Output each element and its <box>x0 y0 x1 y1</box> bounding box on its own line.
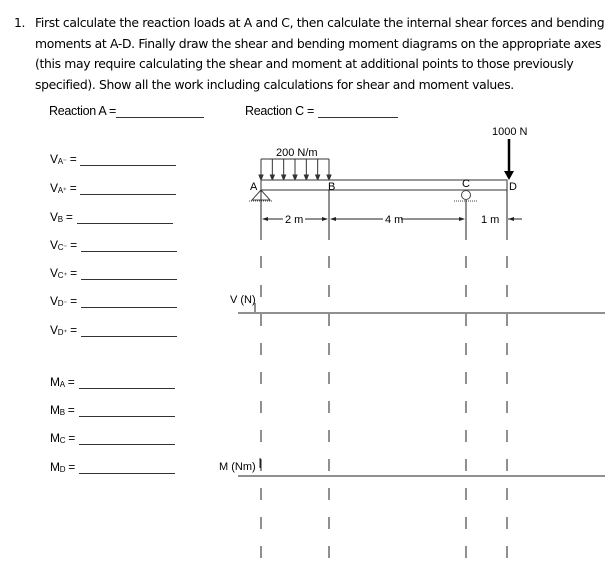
field-label-subscript: A <box>59 380 65 389</box>
point-b-label: B <box>328 181 336 193</box>
field-label-subscript: D <box>59 465 66 474</box>
field-label-subscript: C <box>59 436 66 445</box>
field-label-base: V <box>50 181 58 195</box>
field-label-equals: = <box>65 210 73 224</box>
field-label-equals: = <box>67 403 75 417</box>
field-label-equals: = <box>70 238 77 252</box>
field-label-equals: = <box>69 152 77 166</box>
dimension-cd: 1 m <box>481 214 500 226</box>
field-label-base: V <box>50 210 58 224</box>
reaction-c-label: Reaction C = <box>245 104 315 118</box>
field-label-subscript: A⁺ <box>57 186 67 195</box>
load-arrowhead-icon <box>259 175 263 180</box>
field-label-base: V <box>50 152 58 166</box>
distributed-load-label: 200 N/m <box>276 147 318 159</box>
point-d-label: D <box>509 181 517 193</box>
load-arrowhead-icon <box>282 175 286 180</box>
field-label-equals: = <box>70 294 77 308</box>
field-label-subscript: C⁻ <box>57 243 68 252</box>
point-load-label: 1000 N <box>492 126 528 138</box>
load-arrowhead-icon <box>293 175 297 180</box>
question-text: First calculate the reaction loads at A and C, then calculate the internal shear forces and bending moments at A-D. Finally draw the shear and bending moment diagrams on the appropriate axes (this may require calculating the shear and moment at additional points to those previously specified). Show all the work including calculations for shear and moment values. <box>35 15 605 92</box>
load-arrowhead-icon <box>304 175 308 180</box>
load-arrowhead-icon <box>327 175 331 180</box>
load-arrowhead-icon <box>270 175 274 180</box>
field-label-subscript: B <box>59 408 65 417</box>
field-label-subscript: B <box>57 215 63 224</box>
dimension-ab: 2 m <box>285 214 304 226</box>
field-label-base: M <box>50 375 60 389</box>
field-label-subscript: D⁻ <box>57 299 68 308</box>
field-label-equals: = <box>68 460 75 474</box>
reference-lines <box>261 190 507 565</box>
beam <box>261 180 507 190</box>
shear-axis-label: V (N) <box>230 294 256 306</box>
field-label-base: M <box>50 431 60 445</box>
distributed-load <box>259 159 331 180</box>
field-label-subscript: A⁻ <box>57 157 67 166</box>
field-label-equals: = <box>70 323 77 337</box>
reaction-a-label: Reaction A = <box>49 104 116 118</box>
field-label-base: V <box>50 238 58 252</box>
field-label-base: V <box>50 266 58 280</box>
question-number: 1. <box>14 15 26 30</box>
field-label-base: V <box>50 294 58 308</box>
field-label-equals: = <box>67 375 75 389</box>
point-c-label: C <box>462 178 470 190</box>
field-label-base: V <box>50 323 58 337</box>
point-load-arrowhead-icon <box>504 171 514 180</box>
field-label-base: M <box>50 403 60 417</box>
moment-axis-label: M (Nm) <box>219 461 256 473</box>
roller-support-icon <box>462 191 471 200</box>
field-label-equals: = <box>70 266 77 280</box>
dimension-bc: 4 m <box>385 214 404 226</box>
field-label-equals: = <box>69 181 77 195</box>
field-label-subscript: D⁺ <box>57 328 68 337</box>
field-label-equals: = <box>68 431 75 445</box>
load-arrowhead-icon <box>316 175 320 180</box>
field-label-base: M <box>50 460 60 474</box>
point-a-label: A <box>250 181 258 193</box>
field-label-subscript: C⁺ <box>57 271 68 280</box>
